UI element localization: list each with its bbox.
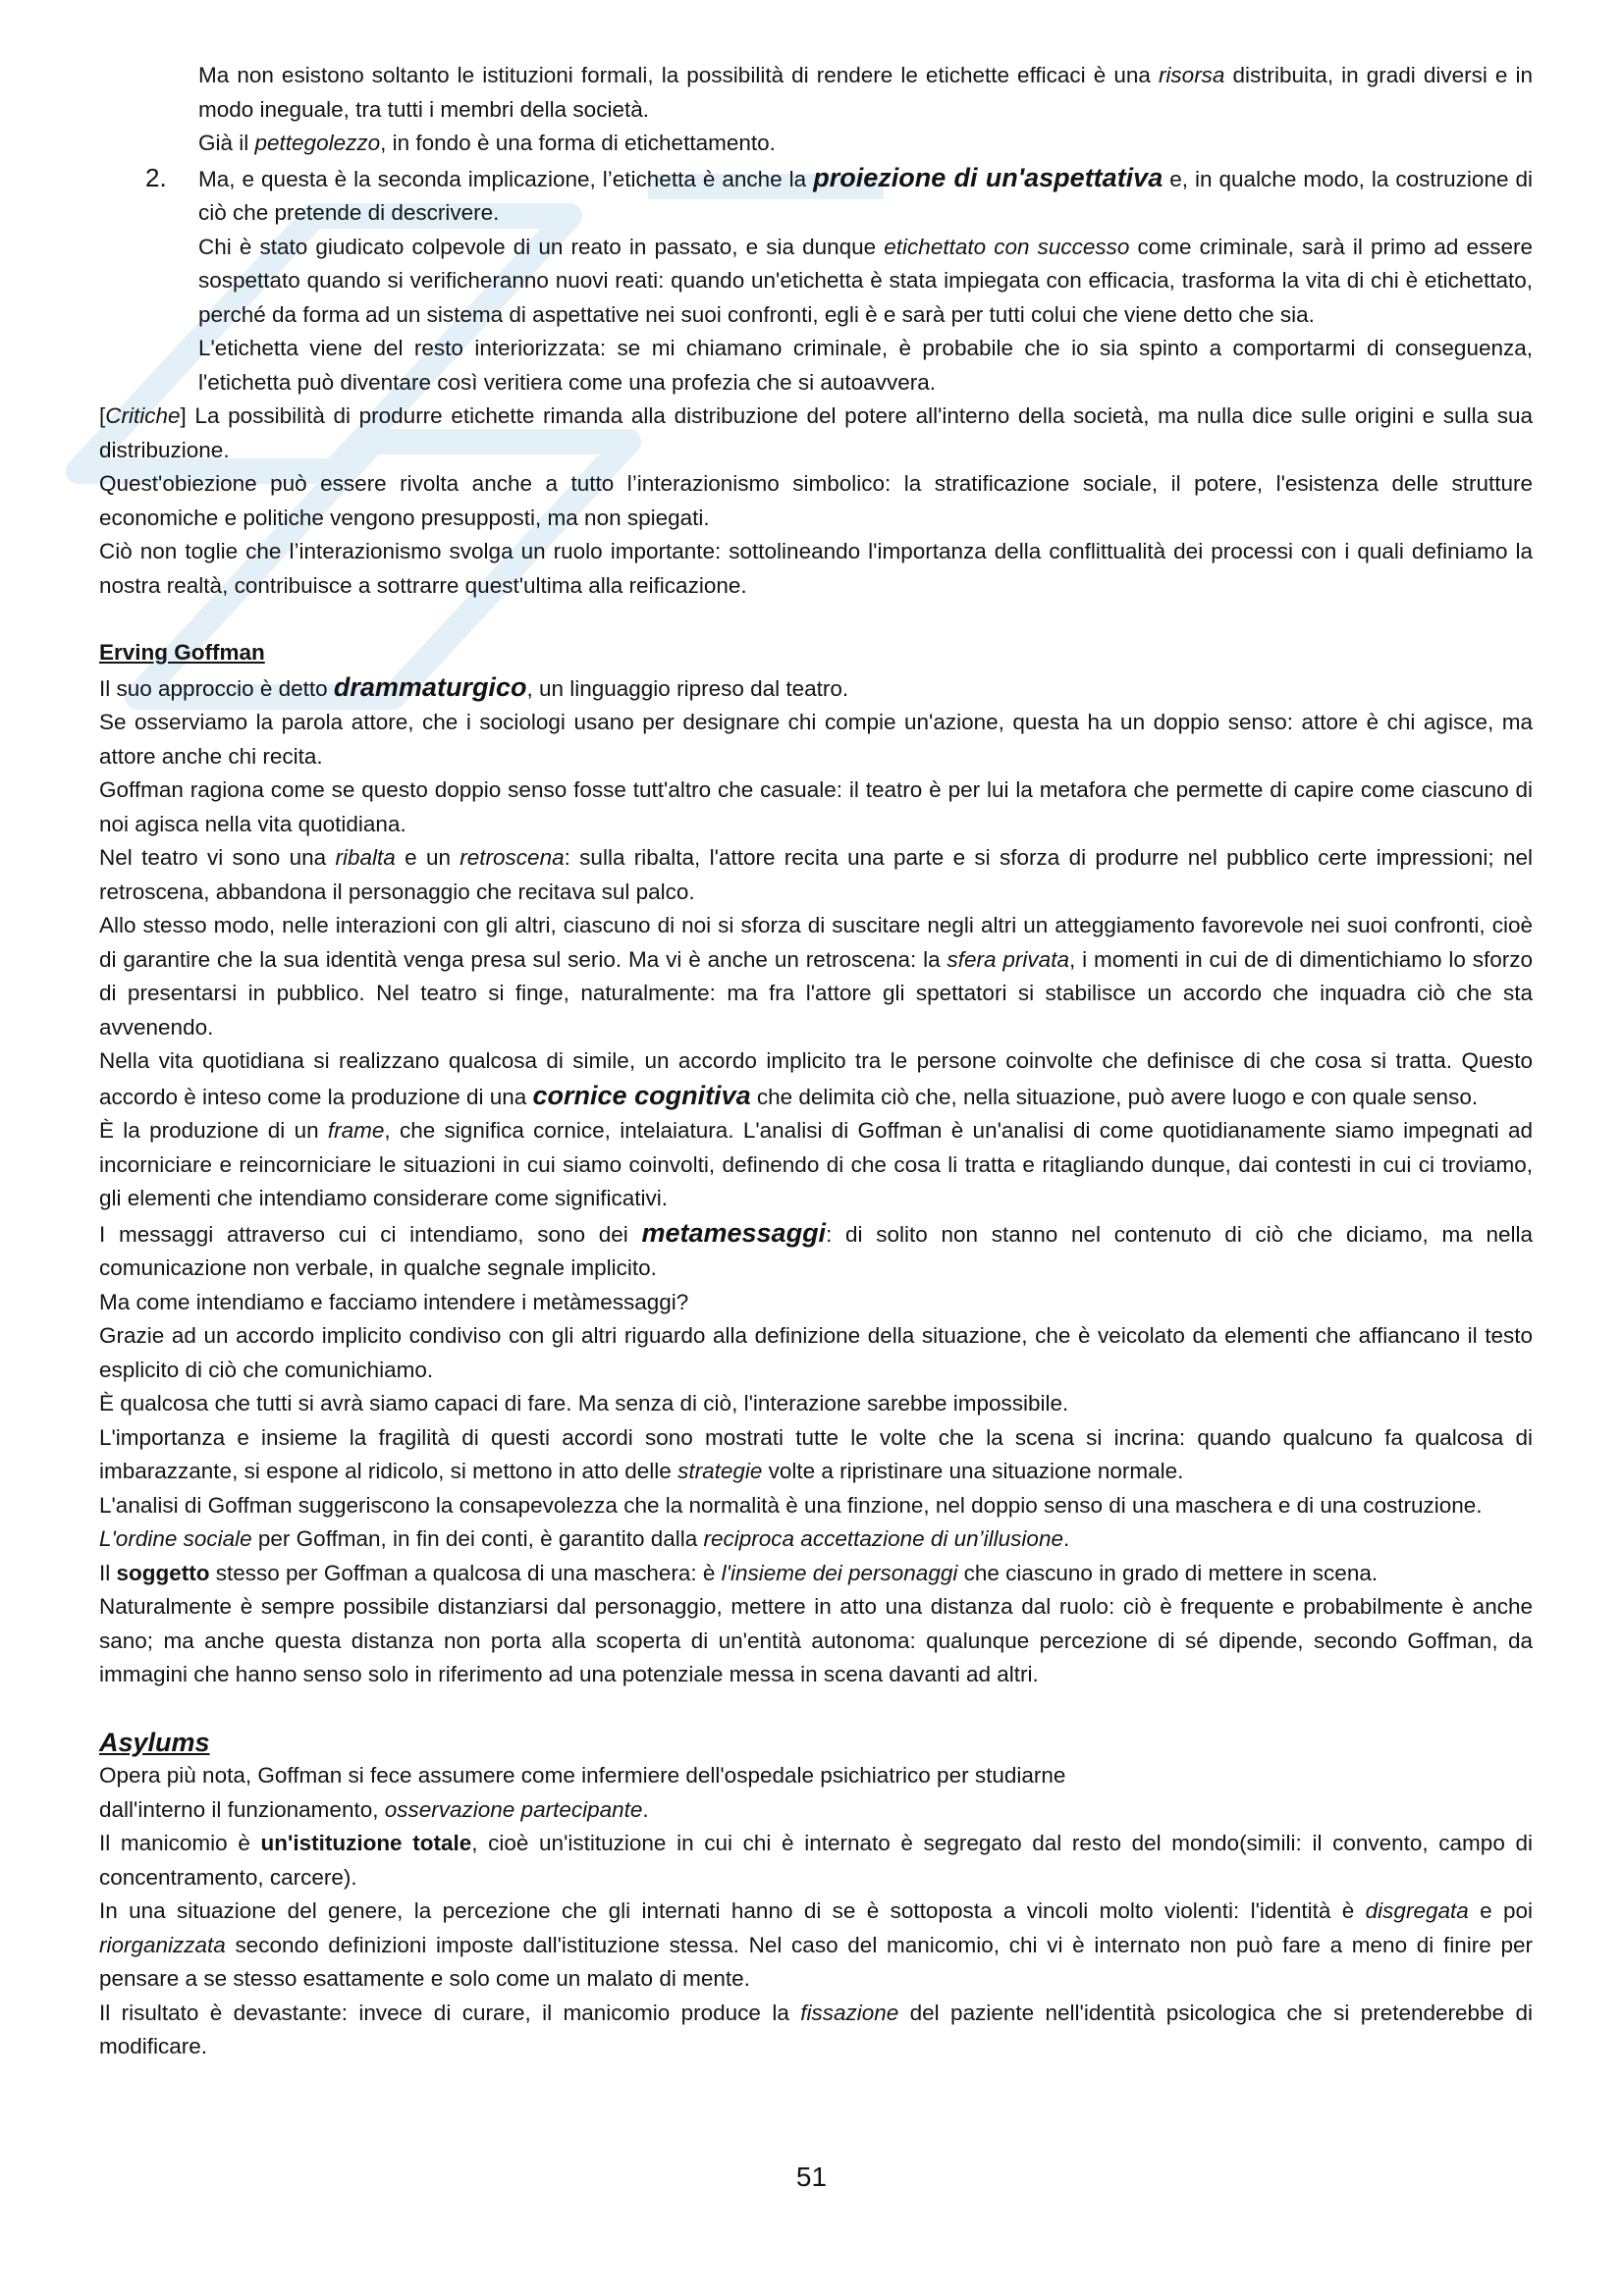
document-body — [99, 59, 1533, 2064]
numbered-item-2 — [99, 161, 1533, 400]
paragraph: Il manicomio è un'istituzione totale, cioè un'istituzione in cui chi è internato è segregato dal resto del mondo(simili: il convento, campo di concentramento, carcere). — [99, 1831, 1533, 1890]
paragraph: dall'interno il funzionamento, osservazione partecipante. — [99, 1796, 649, 1822]
paragraph: Grazie ad un accordo implicito condiviso con gli altri riguardo alla definizione della situazione, che è veicolato da elementi che affiancano il testo esplicito di ciò che comunichiamo. — [99, 1323, 1533, 1382]
page-number: 51 — [795, 2162, 828, 2192]
list-number: 2. — [145, 162, 167, 192]
paragraph: Chi è stato giudicato colpevole di un reato in passato, e sia dunque etichettato con successo come criminale, sarà il primo ad essere sospettato quando si verificheranno nuovi reati: quando un'etichetta è stata impiegata con efficacia, trasforma la vita di chi è etichettato, perché da forma ad un sistema di aspettative nei suoi confronti, egli è e sarà per tutti colui che viene detto che sia. — [198, 234, 1534, 327]
paragraph: Il risultato è devastante: invece di curare, il manicomio produce la fissazione del paziente nell'identità psicologica che si pretenderebbe di modificare. — [99, 2000, 1533, 2058]
paragraph: Già il pettegolezzo, in fondo è una forma di etichettamento. — [198, 131, 776, 155]
paragraph: Quest'obiezione può essere rivolta anche a tutto l’interazionismo simbolico: la stratificazione sociale, il potere, l'esistenza delle strutture economiche e politiche vengono presupposti, ma non spiegati. — [99, 471, 1533, 530]
paragraph: In una situazione del genere, la percezione che gli internati hanno di se è sottoposta a vincoli molto violenti: l'identità è disgregata e poi riorganizzata secondo definizioni imposte dall'istituzione stessa. Nel caso del manicomio, chi vi è internato non può fare a meno di finire per pensare a se stesso esattamente e solo come un malato di mente. — [99, 1898, 1533, 1991]
paragraph: Ciò non toglie che l’interazionismo svolga un ruolo importante: sottolineando l'importanza della conflittualità dei processi con i quali definiamo la nostra realtà, contribuisce a sottrarre quest'ultima alla reificazione. — [99, 539, 1533, 598]
paragraph: L'ordine sociale per Goffman, in fin dei conti, è garantito dalla reciproca accettazione di un’illusione. — [99, 1526, 1070, 1551]
paragraph: È la produzione di un frame, che significa cornice, intelaiatura. L'analisi di Goffman è un'analisi di come quotidianamente siamo impegnati ad incorniciare e reincorniciare le situazioni in cui siamo coinvolti, definendo di che cosa li tratta e ritagliando dunque, dai contesti in cui ci troviamo, gli elementi che intendiamo considerare come significativi. — [99, 1118, 1533, 1210]
section-heading-goffman: Erving Goffman — [99, 640, 265, 665]
paragraph: I messaggi attraverso cui ci intendiamo, sono dei metamessaggi: di solito non stanno nel contenuto di ciò che diciamo, ma nella comunicazione non verbale, in qualche segnale implicito. — [99, 1217, 1534, 1280]
paragraph: Goffman ragiona come se questo doppio senso fosse tutt'altro che casuale: il teatro è per lui la metafora che permette di capire come ciascuno di noi agisca nella vita quotidiana. — [99, 777, 1533, 836]
paragraph: Ma non esistono soltanto le istituzioni formali, la possibilità di rendere le etichette efficaci è una risorsa distribuita, in gradi diversi e in modo ineguale, tra tutti i membri della società. — [198, 63, 1533, 122]
paragraph: Il suo approccio è detto drammaturgico, un linguaggio ripreso dal teatro. — [99, 671, 849, 702]
paragraph-critiche: [Critiche] La possibilità di produrre etichette rimanda alla distribuzione del potere all'interno della società, ma nulla dice sulle origini e sulla sua distribuzione. — [99, 403, 1533, 462]
paragraph: L'etichetta viene del resto interiorizzata: se mi chiamano criminale, è probabile che io sia spinto a comportarmi di conseguenza, l'etichetta può diventare così veritiera come una profezia che si autoavvera. — [198, 336, 1533, 395]
section-heading-asylums: Asylums — [99, 1727, 210, 1757]
paragraph: Allo stesso modo, nelle interazioni con gli altri, ciascuno di noi si sforza di suscitare negli altri un atteggiamento favorevole nei suoi confronti, cioè di garantire che la sua identità venga presa sul serio. Ma vi è anche un retroscena: la sfera privata, i momenti in cui de di dimentichiamo lo sforzo di presentarsi in pubblico. Nel teatro si finge, naturalmente: ma fra l'attore gli spettatori si stabilisce un accordo che inquadra ciò che sta avvenendo. — [99, 913, 1533, 1040]
paragraph: Nella vita quotidiana si realizzano qualcosa di simile, un accordo implicito tra le persone coinvolte che definisce di che cosa si tratta. Questo accordo è inteso come la produzione di una cornice cognitiva che delimita ciò che, nella situazione, può avere luogo e con quale senso. — [99, 1048, 1533, 1110]
paragraph: Opera più nota, Goffman si fece assumere come infermiere dell'ospedale psichiatrico per studiarne — [99, 1763, 1066, 1788]
paragraph: L'importanza e insieme la fragilità di questi accordi sono mostrati tutte le volte che la scena si incrina: quando qualcuno fa qualcosa di imbarazzante, si espone al ridicolo, si mettono in atto delle strategie volte a ripristinare una situazione normale. — [99, 1424, 1533, 1483]
paragraph: Naturalmente è sempre possibile distanziarsi dal personaggio, mettere in atto una distanza dal ruolo: ciò è frequente e probabilmente è anche sano; ma anche questa distanza non porta alla scoperta di un'entità autonoma: qualunque percezione di sé dipende, secondo Goffman, da immagini che hanno senso solo in riferimento ad una potenziale messa in scena davanti ad altri. — [99, 1594, 1533, 1686]
paragraph: Se osserviamo la parola attore, che i sociologi usano per designare chi compie un'azione, questa ha un doppio senso: attore è chi agisce, ma attore anche chi recita. — [99, 710, 1533, 769]
paragraph: Ma, e questa è la seconda implicazione, l’etichetta è anche la proiezione di un'aspettativa e, in qualche modo, la costruzione di ciò che pretende di descrivere. — [198, 162, 1533, 225]
paragraph: Nel teatro vi sono una ribalta e un retroscena: sulla ribalta, l'attore recita una parte e si sforza di produrre nel pubblico certe impressioni; nel retroscena, abbandona il personaggio che recitava sul palco. — [99, 845, 1533, 904]
paragraph: L'analisi di Goffman suggeriscono la consapevolezza che la normalità è una finzione, nel doppio senso di una maschera e di una costruzione. — [99, 1492, 1483, 1518]
paragraph: È qualcosa che tutti si avrà siamo capaci di fare. Ma senza di ciò, l'interazione sarebbe impossibile. — [99, 1391, 1069, 1415]
paragraph: Il soggetto stesso per Goffman a qualcosa di una maschera: è l'insieme dei personaggi che ciascuno in grado di mettere in scena. — [99, 1560, 1379, 1585]
paragraph: Ma come intendiamo e facciamo intendere i metàmessaggi? — [99, 1289, 689, 1314]
